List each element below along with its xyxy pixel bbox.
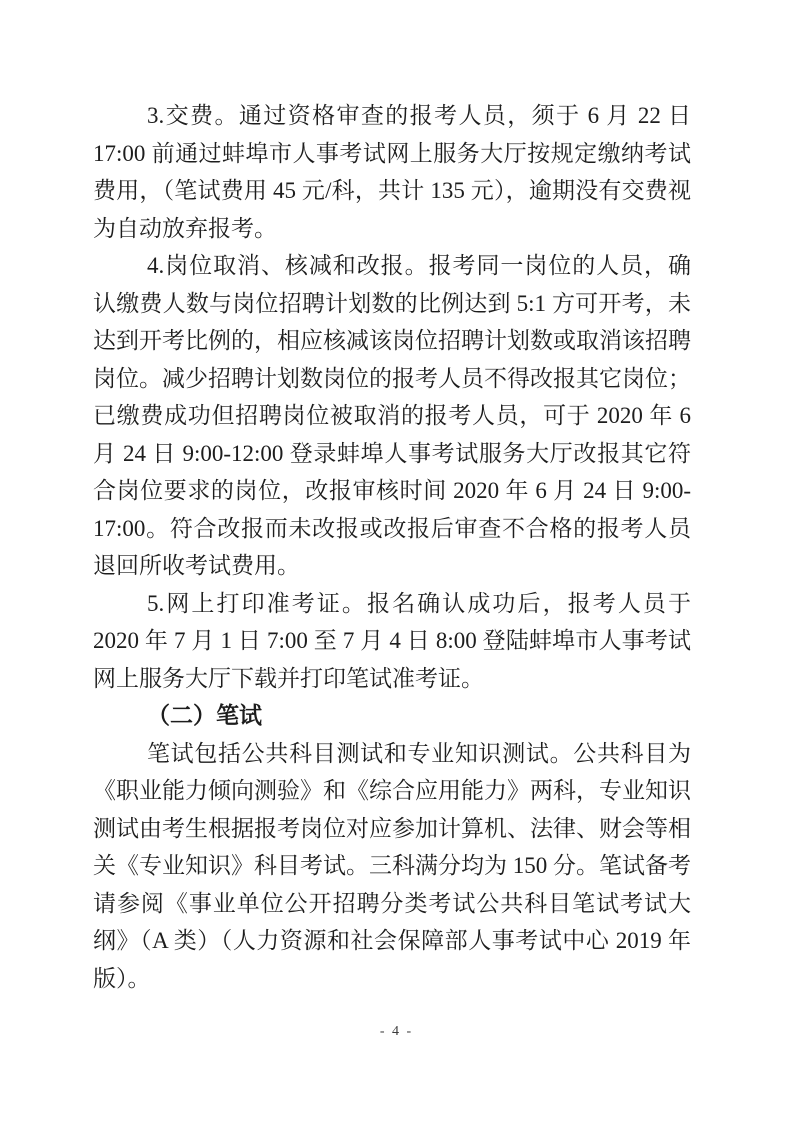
paragraph-print-admission-ticket: 5.网上打印准考证。报名确认成功后，报考人员于 2020 年 7 月 1 日 7:00 至 7 月 4 日 8:00 登陆蚌埠市人事考试网上服务大厅下载并打印笔试准考证。 [93,590,691,691]
paragraph-fee-payment: 3.交费。通过资格审查的报考人员，须于 6 月 22 日 17:00 前通过蚌埠市人事考试网上服务大厅按规定缴纳考试费用，（笔试费用 45 元/科，共计 135 元），逾期没有交费视为自动放弃报考。 [93,103,691,241]
document-body [93,97,691,997]
section-heading-written-test: （二）笔试 [147,703,262,728]
paragraph-written-test-details: 笔试包括公共科目测试和专业知识测试。公共科目为《职业能力倾向测验》和《综合应用能力》两科，专业知识测试由考生根据报考岗位对应参加计算机、法律、财会等相关《专业知识》科目考试。三科满分均为 150 分。笔试备考请参阅《事业单位公开招聘分类考试公共科目笔试考试大纲》（A 类）（人力资源和社会保障部人事考试中心 2019 年版）。 [93,740,691,991]
paragraph-position-cancel-reduce-change: 4.岗位取消、核减和改报。报考同一岗位的人员，确认缴费人数与岗位招聘计划数的比例达到 5:1 方可开考，未达到开考比例的，相应核减该岗位招聘计划数或取消该招聘岗位。减少招聘计划数岗位的报考人员不得改报其它岗位；已缴费成功但招聘岗位被取消的报考人员，可于 2020 年 6 月 24 日 9:00-12:00 登录蚌埠人事考试服务大厅改报其它符合岗位要求的岗位，改报审核时间 2020 年 6 月 24 日 9:00-17:00。符合改报而未改报或改报后审查不合格的报考人员退回所收考试费用。 [93,253,692,578]
page-number: - 4 - [379,1024,414,1039]
